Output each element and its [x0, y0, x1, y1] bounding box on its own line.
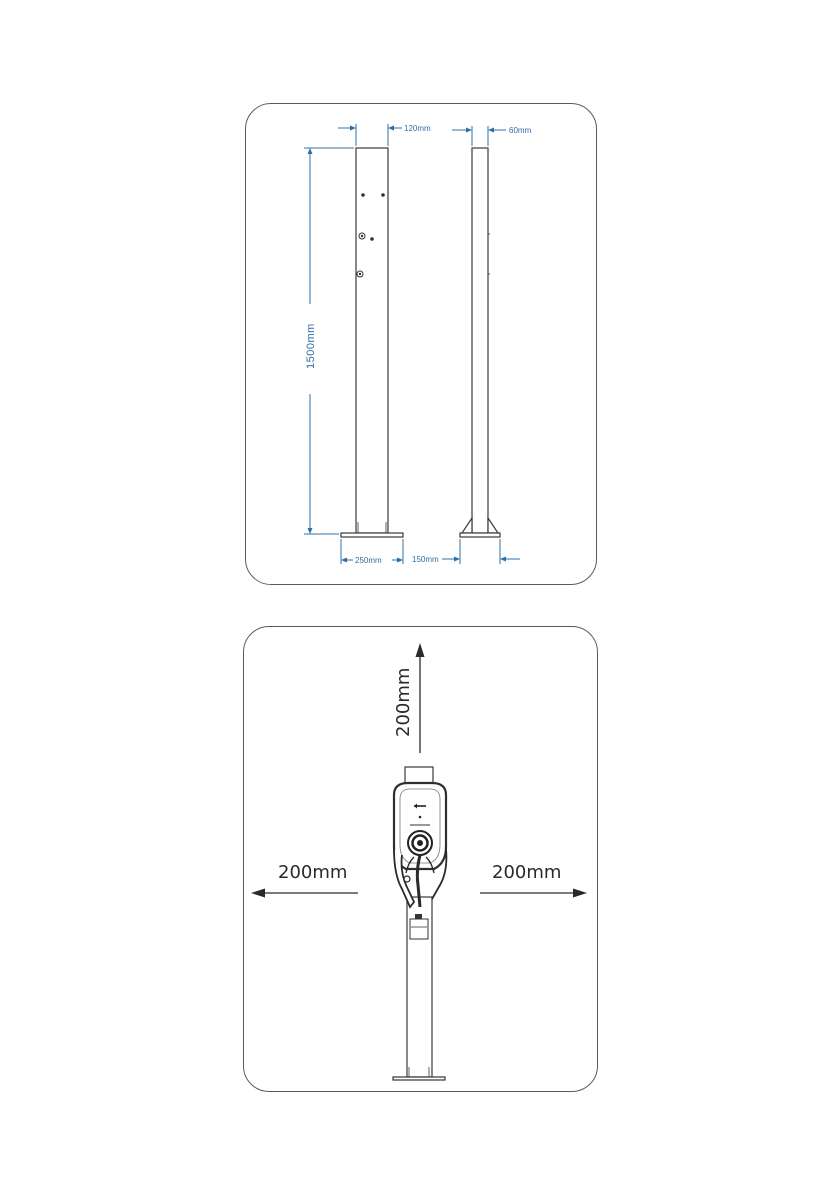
- depth-dimension-label: 60mm: [509, 126, 532, 135]
- pedestal-dimension-drawing: [246, 104, 598, 586]
- width-dimension-label: 120mm: [404, 124, 431, 133]
- top-clearance-arrow: [393, 643, 425, 753]
- base-width-dimension: [341, 539, 403, 565]
- right-clearance-arrow: [480, 862, 587, 898]
- ev-charger: [394, 783, 446, 907]
- left-clearance-label: 200mm: [278, 862, 348, 883]
- base-width-dimension-label: 250mm: [355, 556, 382, 565]
- width-dimension: [338, 124, 431, 146]
- clearance-panel: [243, 626, 598, 1092]
- side-view-post: [460, 148, 500, 537]
- top-clearance-label: 200mm: [393, 667, 414, 737]
- clearance-drawing: [244, 627, 599, 1093]
- right-clearance-label: 200mm: [492, 862, 562, 883]
- base-depth-dimension: [412, 539, 520, 564]
- left-clearance-arrow: [251, 862, 358, 898]
- front-view-post: [341, 148, 403, 537]
- height-dimension-label: 1500mm: [305, 323, 317, 369]
- pedestal-dimensions-panel: [245, 103, 597, 585]
- base-depth-dimension-label: 150mm: [412, 555, 439, 564]
- depth-dimension: [452, 126, 532, 146]
- height-dimension: [304, 148, 354, 534]
